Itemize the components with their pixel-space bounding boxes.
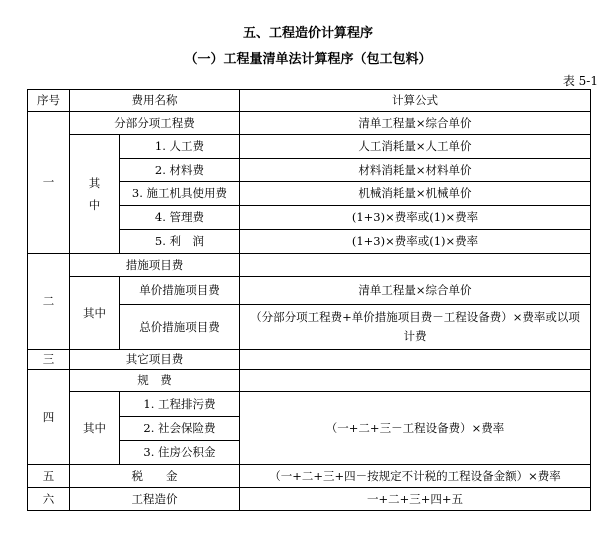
name-cell: 工程造价 xyxy=(70,488,240,511)
seq-cell: 二 xyxy=(28,254,70,350)
formula-cell xyxy=(240,254,591,277)
formula-cell: (1+3)×费率或(1)×费率 xyxy=(240,230,591,254)
header-seq: 序号 xyxy=(28,90,70,112)
table-header-row xyxy=(28,90,591,112)
seq-cell: 一 xyxy=(28,112,70,254)
table-row xyxy=(28,370,591,392)
name-cell: 1. 人工费 xyxy=(120,135,240,159)
header-formula: 计算公式 xyxy=(240,90,591,112)
header-name: 费用名称 xyxy=(70,90,240,112)
cost-procedure-table xyxy=(27,89,591,511)
qizhong-label: 其中 xyxy=(88,176,101,212)
table-row xyxy=(28,135,591,159)
name-cell: 规 费 xyxy=(70,370,240,392)
name-cell: 2. 社会保险费 xyxy=(120,417,240,441)
seq-cell: 四 xyxy=(28,370,70,465)
formula-cell: （一+二+三+四－按规定不计税的工程设备金额）×费率 xyxy=(240,465,591,488)
formula-cell: 机械消耗量×机械单价 xyxy=(240,182,591,206)
qizhong-cell xyxy=(70,135,120,254)
qizhong-cell: 其中 xyxy=(70,392,120,465)
table-row xyxy=(28,112,591,135)
formula-cell: 清单工程量×综合单价 xyxy=(240,277,591,305)
formula-cell: 材料消耗量×材料单价 xyxy=(240,159,591,182)
name-cell: 分部分项工程费 xyxy=(70,112,240,135)
name-cell: 3. 施工机具使用费 xyxy=(120,182,240,206)
seq-cell: 五 xyxy=(28,465,70,488)
name-cell: 单价措施项目费 xyxy=(120,277,240,305)
name-cell: 税 金 xyxy=(70,465,240,488)
page-title: 五、工程造价计算程序 xyxy=(242,26,373,41)
table-row xyxy=(28,488,591,511)
name-cell: 2. 材料费 xyxy=(120,159,240,182)
formula-cell: 人工消耗量×人工单价 xyxy=(240,135,591,159)
name-cell: 1. 工程排污费 xyxy=(120,392,240,417)
formula-cell: 一+二+三+四+五 xyxy=(240,488,591,511)
formula-cell xyxy=(240,370,591,392)
qizhong-cell: 其中 xyxy=(70,277,120,350)
table-number: 表 5-1 xyxy=(562,74,598,88)
name-cell: 措施项目费 xyxy=(70,254,240,277)
name-cell: 总价措施项目费 xyxy=(120,305,240,350)
name-cell: 其它项目费 xyxy=(70,350,240,370)
name-cell: 3. 住房公积金 xyxy=(120,441,240,465)
name-cell: 4. 管理费 xyxy=(120,206,240,230)
table-row xyxy=(28,465,591,488)
formula-cell: (1+3)×费率或(1)×费率 xyxy=(240,206,591,230)
formula-cell: （分部分项工程费+单价措施项目费－工程设备费）×费率或以项计费 xyxy=(240,305,591,350)
table-row xyxy=(28,277,591,305)
name-cell: 5. 利 润 xyxy=(120,230,240,254)
formula-cell: （一+二+三－工程设备费）×费率 xyxy=(240,392,591,465)
table-row xyxy=(28,350,591,370)
page-subtitle: （一）工程量清单法计算程序（包工包料） xyxy=(184,52,432,67)
seq-cell: 六 xyxy=(28,488,70,511)
seq-cell: 三 xyxy=(28,350,70,370)
table-row xyxy=(28,254,591,277)
table-row xyxy=(28,392,591,417)
formula-cell xyxy=(240,350,591,370)
formula-cell: 清单工程量×综合单价 xyxy=(240,112,591,135)
